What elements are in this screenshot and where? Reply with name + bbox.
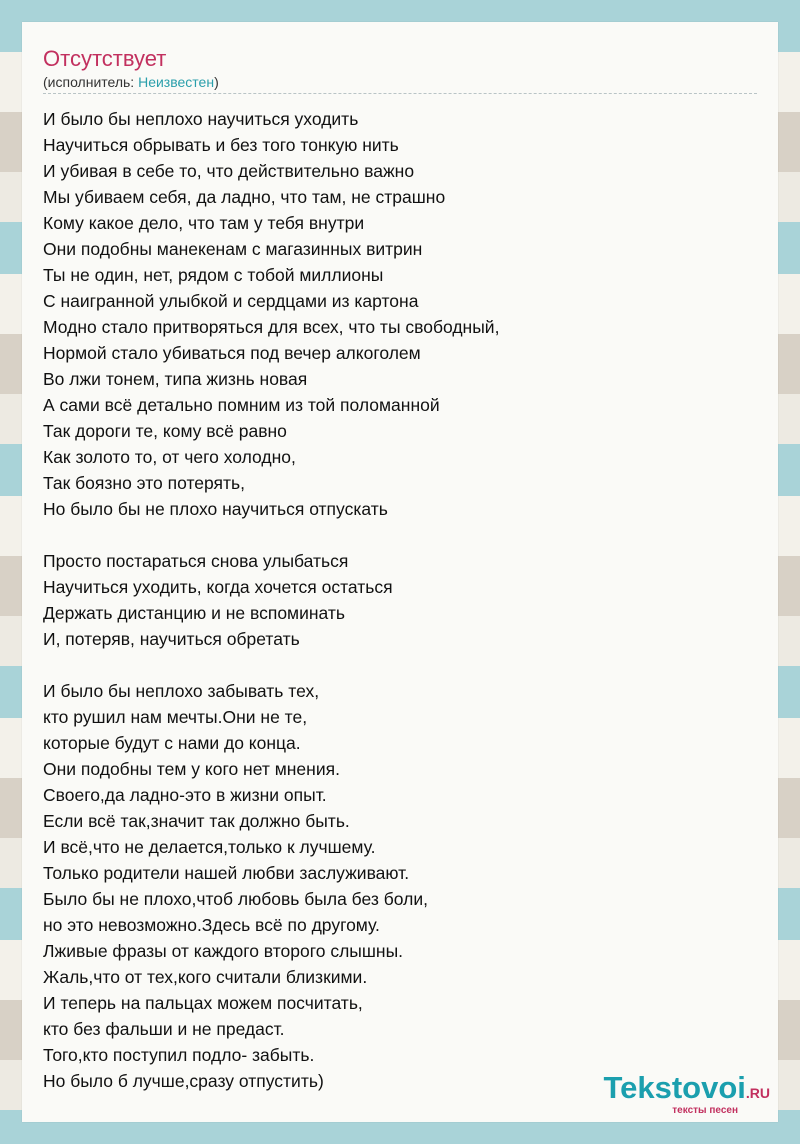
lyric-line: И теперь на пальцах можем посчитать, (43, 993, 363, 1013)
lyric-line: А сами всё детально помним из той поломанной (43, 395, 440, 415)
lyric-line: Того,кто поступил подло- забыть. (43, 1045, 315, 1065)
lyric-line: Во лжи тонем, типа жизнь новая (43, 369, 308, 389)
lyric-line: И, потеряв, научиться обретать (43, 629, 300, 649)
lyric-line: И убивая в себе то, что действительно важно (43, 161, 415, 181)
lyric-line: Просто постараться снова улыбаться (43, 551, 349, 571)
lyric-line: Держать дистанцию и не вспоминать (43, 603, 346, 623)
lyric-line: Ты не один, нет, рядом с тобой миллионы (43, 265, 384, 285)
artist-line (43, 73, 219, 91)
lyrics-card (22, 22, 778, 1122)
stanza (43, 678, 757, 1094)
lyric-line: Как золото то, от чего холодно, (43, 447, 296, 467)
lyric-line: но это невозможно.Здесь всё по другому. (43, 915, 380, 935)
lyric-line: Нормой стало убиваться под вечер алкоголем (43, 343, 421, 363)
lyric-line: Модно стало притворяться для всех, что ты свободный, (43, 317, 500, 337)
lyric-line: Было бы не плохо,чтоб любовь была без боли, (43, 889, 428, 909)
lyric-line: Жаль,что от тех,кого считали близкими. (43, 967, 368, 987)
stanza (43, 106, 757, 522)
lyric-line: Научиться обрывать и без того тонкую нить (43, 135, 399, 155)
lyric-line: Так боязно это потерять, (43, 473, 246, 493)
lyric-line: кто без фальши и не предаст. (43, 1019, 285, 1039)
lyric-line: Так дороги те, кому всё равно (43, 421, 287, 441)
artist-link[interactable]: Неизвестен (138, 74, 215, 90)
lyric-line: Своего,да ладно-это в жизни опыт. (43, 785, 327, 805)
lyric-line: Они подобны тем у кого нет мнения. (43, 759, 340, 779)
lyrics-body (43, 106, 757, 1120)
lyric-line: И было бы неплохо научиться уходить (43, 109, 359, 129)
lyric-line: Если всё так,значит так должно быть. (43, 811, 350, 831)
site-logo[interactable] (603, 1072, 770, 1116)
lyric-line: С наигранной улыбкой и сердцами из картона (43, 291, 419, 311)
title-divider (43, 93, 757, 94)
logo-subtitle: тексты песен (672, 1105, 738, 1116)
lyric-line: Но было б лучше,сразу отпустить) (43, 1071, 324, 1091)
lyric-line: Лживые фразы от каждого второго слышны. (43, 941, 404, 961)
lyric-line: кто рушил нам мечты.Они не те, (43, 707, 308, 727)
artist-prefix: (исполнитель: (43, 74, 139, 90)
artist-suffix: ) (214, 74, 219, 90)
lyric-line: И было бы неплохо забывать тех, (43, 681, 320, 701)
lyric-line: Научиться уходить, когда хочется остаться (43, 577, 393, 597)
stanza (43, 548, 757, 652)
logo-main-text: Tekstovoi (603, 1070, 746, 1105)
lyric-line: Мы убиваем себя, да ладно, что там, не страшно (43, 187, 446, 207)
logo-tld: .RU (745, 1085, 770, 1101)
lyric-line: которые будут с нами до конца. (43, 733, 301, 753)
lyric-line: Только родители нашей любви заслуживают. (43, 863, 410, 883)
logo-wordmark (603, 1072, 770, 1109)
lyric-line: Они подобны манекенам с магазинных витрин (43, 239, 423, 259)
song-title: Отсутствует (43, 46, 167, 71)
lyric-line: Но было бы не плохо научиться отпускать (43, 499, 388, 519)
lyric-line: И всё,что не делается,только к лучшему. (43, 837, 376, 857)
lyric-line: Кому какое дело, что там у тебя внутри (43, 213, 365, 233)
